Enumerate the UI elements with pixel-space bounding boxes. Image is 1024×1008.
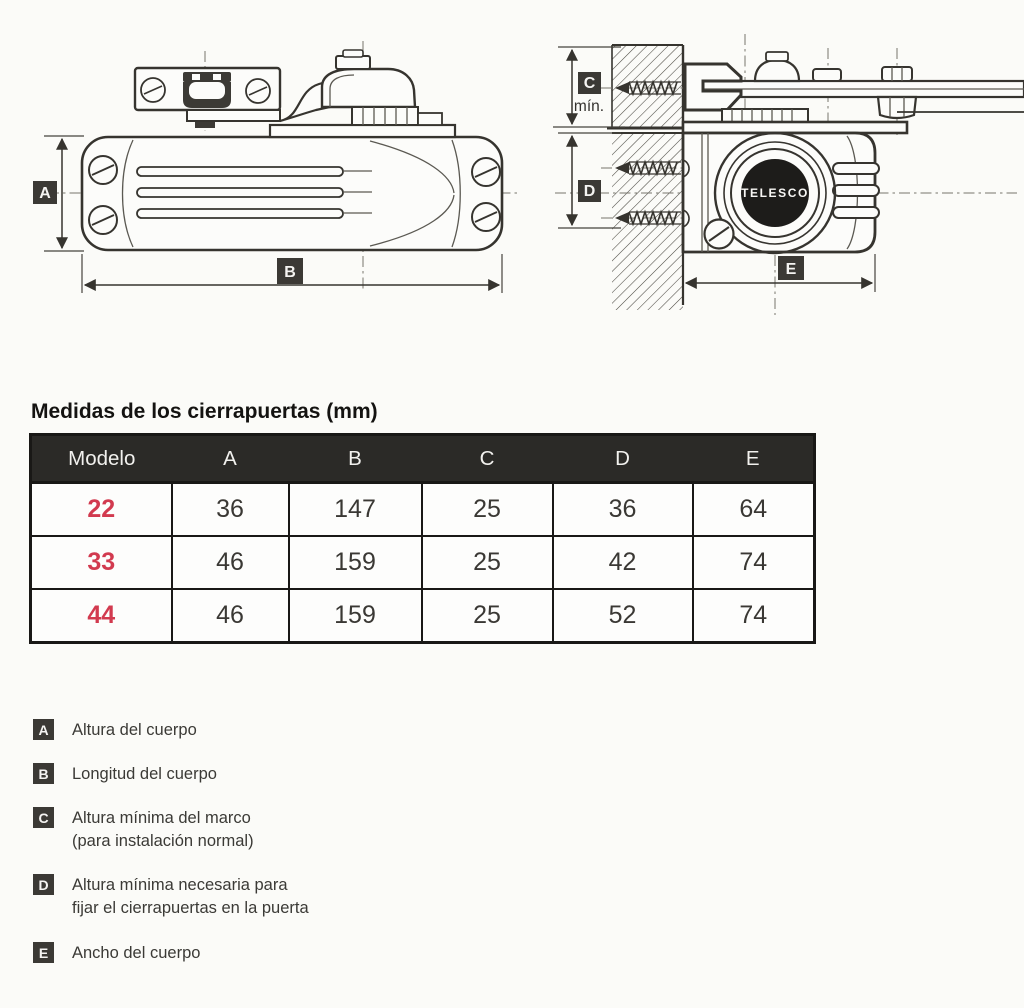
front-view-diagram — [545, 20, 1024, 320]
mounting-plate — [683, 122, 907, 133]
closer-body — [683, 133, 879, 253]
closer-body — [82, 137, 502, 250]
corner-screw — [89, 156, 117, 184]
value-cell: 74 — [693, 536, 815, 589]
bracket-foot-plate — [187, 110, 280, 121]
pivot-bolt — [336, 56, 370, 69]
dimension-b-indicator — [82, 254, 502, 293]
corner-screw — [89, 206, 117, 234]
table-row — [31, 536, 815, 589]
legend-key-a: A — [33, 719, 54, 740]
column-header-a: A — [172, 435, 289, 483]
legend-text: Altura mínima del marco — [72, 809, 251, 827]
arm-bolt — [813, 69, 841, 81]
value-cell: 64 — [693, 483, 815, 537]
value-cell: 46 — [172, 536, 289, 589]
legend-text: Ancho del cuerpo — [72, 944, 201, 962]
legend-key-c: C — [33, 807, 54, 828]
pivot-cap — [755, 60, 799, 81]
column-header-b: B — [289, 435, 422, 483]
legend-key-e: E — [33, 942, 54, 963]
pivot-boss — [322, 69, 415, 107]
legend-text: (para instalación normal) — [72, 832, 254, 850]
value-cell: 159 — [289, 589, 422, 643]
dimension-d-label: D — [583, 183, 596, 200]
column-header-d: D — [553, 435, 693, 483]
arm-bolt — [882, 67, 912, 81]
dimension-c-label: C — [583, 75, 596, 92]
model-number: 22 — [31, 483, 172, 537]
legend-key-b: B — [33, 763, 54, 784]
value-cell: 25 — [422, 589, 553, 643]
corner-screw — [472, 158, 500, 186]
legend-text: Longitud del cuerpo — [72, 765, 217, 783]
mounting-plate — [270, 125, 455, 137]
value-cell: 159 — [289, 536, 422, 589]
side-view-diagram — [0, 25, 540, 305]
table-row — [31, 483, 815, 537]
column-header-modelo: Modelo — [31, 435, 172, 483]
model-number: 33 — [31, 536, 172, 589]
value-cell: 25 — [422, 483, 553, 537]
legend-item-e — [33, 942, 200, 965]
legend-item-a — [33, 719, 197, 742]
dimension-d-indicator — [558, 133, 621, 228]
mounting-bracket — [135, 68, 280, 128]
dimension-a-label: A — [39, 185, 51, 202]
brand-name: TELESCO — [741, 186, 809, 200]
dimension-e-indicator — [686, 254, 875, 292]
model-number: 44 — [31, 589, 172, 643]
value-cell: 36 — [172, 483, 289, 537]
legend-text: fijar el cierrapuertas en la puerta — [72, 899, 309, 917]
page-title: Medidas de los cierrapuertas (mm) — [31, 400, 378, 423]
dimensions-table — [29, 433, 816, 644]
arm-nut — [878, 97, 916, 118]
legend-text: Altura del cuerpo — [72, 721, 197, 739]
valve-screw — [705, 220, 734, 249]
dimension-b-label: B — [284, 264, 296, 281]
adjuster-knurl — [352, 107, 442, 125]
value-cell: 46 — [172, 589, 289, 643]
value-cell: 36 — [553, 483, 693, 537]
legend-text: Altura mínima necesaria para — [72, 876, 288, 894]
table-header-row — [31, 435, 815, 483]
dimension-c-min-label: mín. — [573, 98, 605, 115]
bracket-screw — [141, 78, 165, 102]
value-cell: 42 — [553, 536, 693, 589]
value-cell: 74 — [693, 589, 815, 643]
legend-item-b — [33, 763, 217, 786]
column-header-e: E — [693, 435, 815, 483]
legend-item-d — [33, 874, 309, 920]
closer-arm — [685, 52, 1024, 123]
legend-key-d: D — [33, 874, 54, 895]
value-cell: 147 — [289, 483, 422, 537]
closer-arm — [280, 50, 442, 125]
value-cell: 25 — [422, 536, 553, 589]
bracket-screw — [246, 79, 270, 103]
legend-item-c — [33, 807, 254, 853]
value-cell: 52 — [553, 589, 693, 643]
dimension-e-label: E — [785, 261, 797, 278]
column-header-c: C — [422, 435, 553, 483]
table-row — [31, 589, 815, 643]
corner-screw — [472, 203, 500, 231]
